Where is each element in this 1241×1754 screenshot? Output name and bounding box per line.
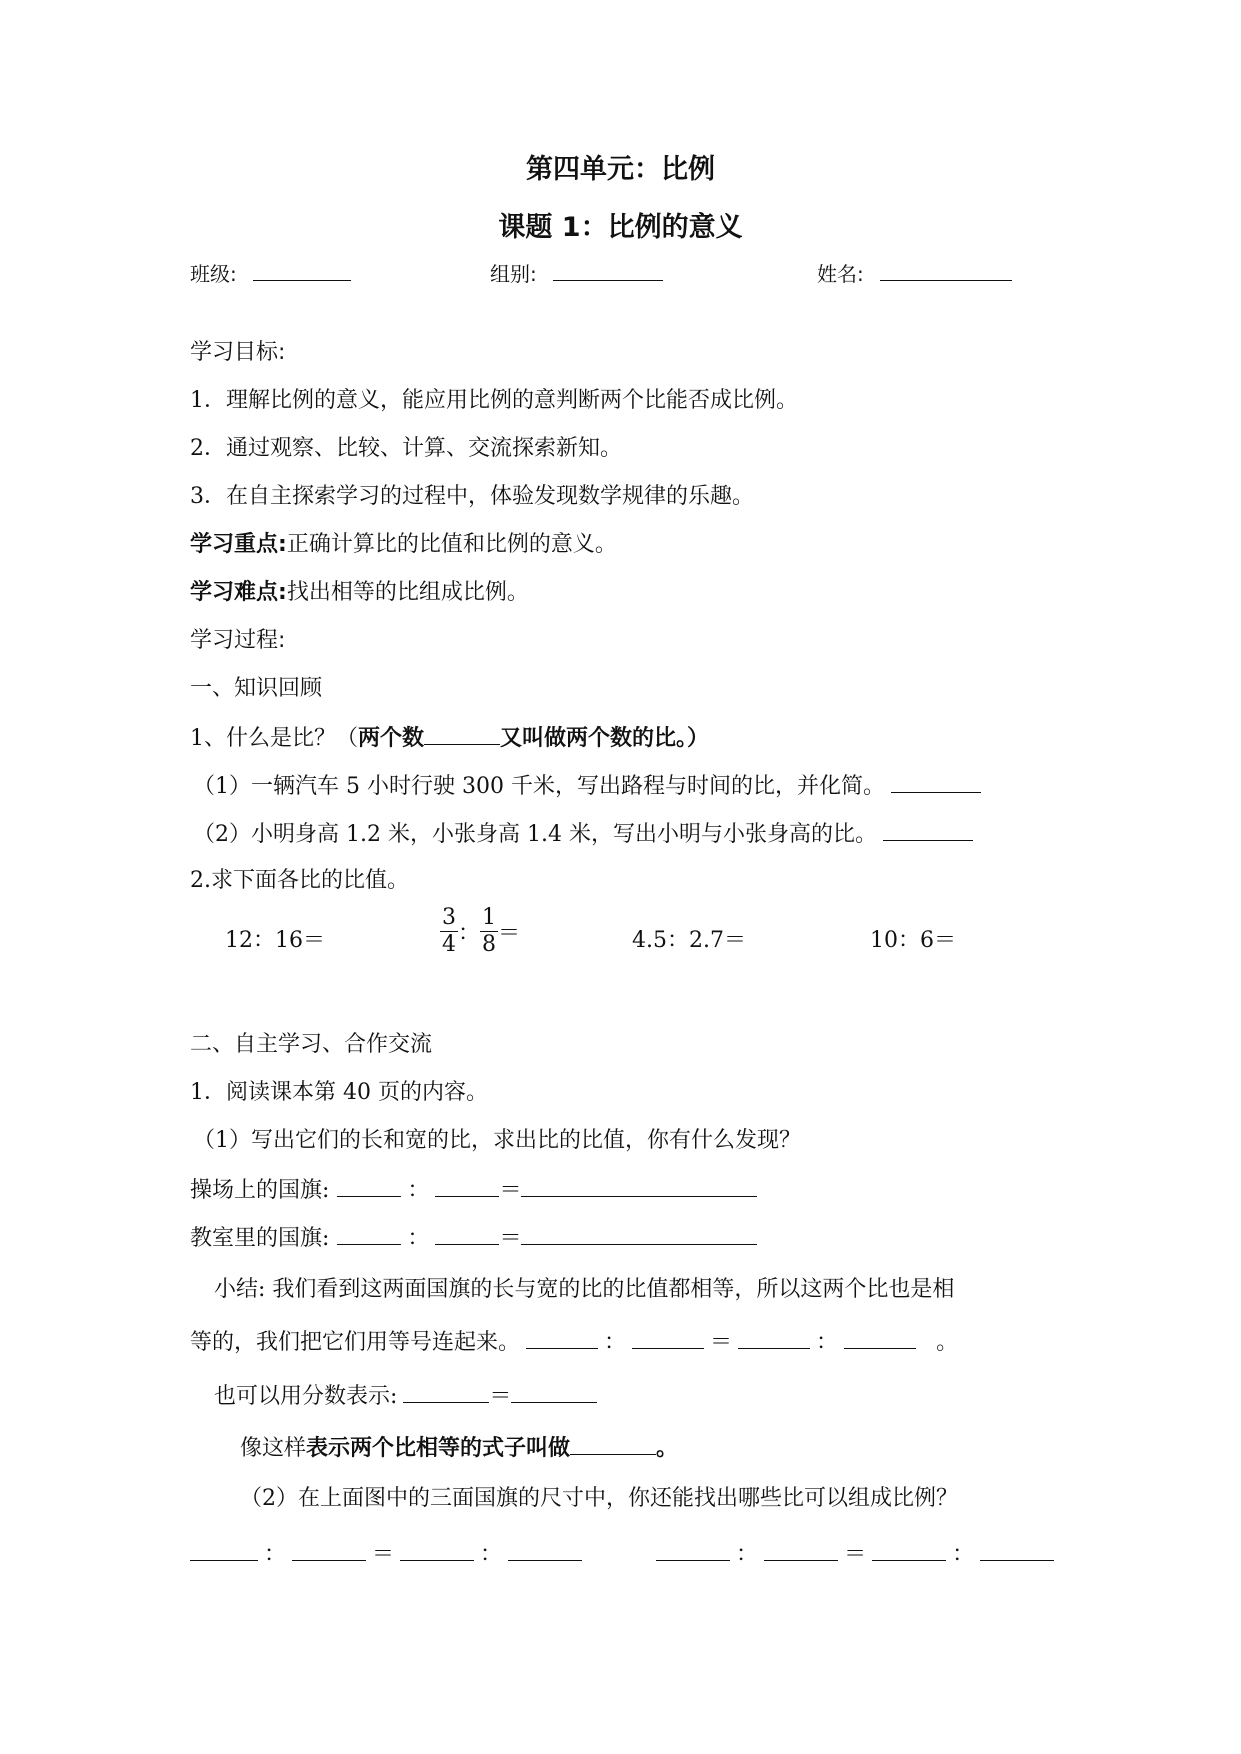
ratio-colon: ： — [458, 921, 481, 946]
q1-bold-b: 又叫做两个数的比。） — [500, 726, 710, 751]
review-q2: 2.求下面各比的比值。 — [190, 868, 409, 893]
prop-colon-3: ： — [736, 1542, 759, 1567]
def-blank[interactable] — [570, 1432, 656, 1455]
ratio-equals: ＝ — [498, 921, 521, 946]
q1b-text: （2）小明身高 1.2 米，小张身高 1.4 米，写出小明与小张身高的比。 — [193, 822, 877, 847]
flag2-colon: ： — [407, 1226, 430, 1251]
class-blank[interactable] — [253, 258, 351, 281]
review-q1b — [193, 818, 973, 850]
ratio-3: 4.5：2.7＝ — [632, 928, 746, 953]
flag2-label: 教室里的国旗: — [190, 1226, 330, 1251]
fraction-blank-b[interactable] — [511, 1380, 597, 1403]
def-prefix: 像这样 — [240, 1436, 307, 1461]
name-blank[interactable] — [880, 258, 1012, 281]
process-heading: 学习过程: — [190, 628, 286, 653]
lesson-title: 课题 1：比例的意义 — [498, 212, 743, 243]
summary-eq: ＝ — [710, 1330, 733, 1355]
difficulty-label: 学习难点: — [190, 580, 287, 605]
objective-1: 1．理解比例的意义，能应用比例的意判断两个比能否成比例。 — [190, 388, 798, 413]
summary-period: 。 — [936, 1330, 959, 1355]
def-end: 。 — [656, 1436, 679, 1461]
objective-3: 3．在自主探索学习的过程中，体验发现数学规律的乐趣。 — [190, 484, 754, 509]
prop-eq-1: ＝ — [372, 1542, 395, 1567]
summary-2-text: 等的，我们把它们用等号连起来。 — [190, 1330, 521, 1355]
ratio-2 — [440, 905, 520, 958]
fraction-3-4 — [440, 905, 458, 958]
fraction-denominator: 4 — [442, 932, 456, 957]
difficulty-row — [190, 578, 529, 608]
prop-eq-2: ＝ — [844, 1542, 867, 1567]
prop-colon-4: ： — [952, 1542, 975, 1567]
fraction-eq: ＝ — [489, 1384, 512, 1409]
objective-2: 2．通过观察、比较、计算、交流探索新知。 — [190, 436, 622, 461]
fraction-numerator: 1 — [482, 905, 497, 930]
def-bold: 表示两个比相等的式子叫做 — [306, 1436, 571, 1461]
name-label: 姓名: — [817, 262, 864, 286]
study-s1-question: （1）写出它们的长和宽的比，求出比的比值，你有什么发现？ — [193, 1128, 801, 1153]
q1-blank[interactable] — [424, 722, 500, 745]
summary-blank-a[interactable] — [526, 1326, 598, 1349]
summary-line-1: 小结: 我们看到这两面国旗的长与宽的比的比值都相等，所以这两个比也是相 — [214, 1277, 955, 1302]
proportion-row — [190, 1538, 1054, 1570]
flag2-blank-b[interactable] — [435, 1222, 499, 1245]
focus-row — [190, 530, 617, 560]
name-row — [817, 258, 1012, 289]
prop-blank-8[interactable] — [980, 1538, 1054, 1561]
study-s2-question: （2）在上面图中的三面国旗的尺寸中，你还能找出哪些比可以组成比例？ — [240, 1486, 958, 1511]
prop-blank-3[interactable] — [400, 1538, 474, 1561]
definition-row — [240, 1432, 678, 1464]
review-q1a — [193, 770, 981, 802]
flag2-blank-c[interactable] — [521, 1222, 757, 1245]
prop-blank-7[interactable] — [872, 1538, 946, 1561]
ratio-1: 12：16＝ — [225, 928, 325, 953]
prop-blank-5[interactable] — [656, 1538, 730, 1561]
summary-blank-b[interactable] — [632, 1326, 704, 1349]
prop-blank-6[interactable] — [764, 1538, 838, 1561]
fraction-numerator: 3 — [442, 905, 456, 930]
q1-prefix: 1、什么是比？（ — [190, 726, 358, 751]
fraction-row — [214, 1380, 597, 1412]
summary-colon-b: ： — [816, 1330, 839, 1355]
focus-label: 学习重点: — [190, 532, 287, 557]
flag1-blank-c[interactable] — [521, 1174, 757, 1197]
prop-colon-1: ： — [264, 1542, 287, 1567]
objectives-heading: 学习目标: — [190, 340, 286, 365]
fraction-1-8 — [480, 905, 498, 958]
review-q1 — [190, 722, 709, 754]
focus-text: 正确计算比的比值和比例的意义。 — [286, 532, 617, 557]
unit-title: 第四单元：比例 — [526, 154, 715, 185]
q1-bold-a: 两个数 — [358, 726, 425, 751]
summary-blank-d[interactable] — [844, 1326, 916, 1349]
flag2-blank-a[interactable] — [337, 1222, 401, 1245]
q1a-text: （1）一辆汽车 5 小时行驶 300 千米，写出路程与时间的比，并化简。 — [193, 774, 885, 799]
q1a-blank[interactable] — [891, 770, 981, 793]
flag1-eq: ＝ — [499, 1178, 522, 1203]
difficulty-text: 找出相等的比组成比例。 — [286, 580, 529, 605]
group-row — [490, 258, 663, 289]
class-label: 班级: — [190, 262, 237, 286]
study-heading: 二、自主学习、合作交流 — [190, 1032, 433, 1057]
info-row — [190, 258, 351, 289]
fraction-denominator: 8 — [482, 932, 497, 957]
fraction-blank-a[interactable] — [403, 1380, 489, 1403]
flag2-row — [190, 1222, 757, 1254]
ratio-4: 10：6＝ — [870, 928, 956, 953]
group-blank[interactable] — [553, 258, 663, 281]
flag1-blank-a[interactable] — [337, 1174, 401, 1197]
prop-blank-2[interactable] — [292, 1538, 366, 1561]
q1b-blank[interactable] — [883, 818, 973, 841]
review-heading: 一、知识回顾 — [190, 676, 323, 701]
prop-colon-2: ： — [480, 1542, 503, 1567]
flag1-row — [190, 1174, 757, 1206]
fraction-text: 也可以用分数表示: — [214, 1384, 398, 1409]
study-s1: 1．阅读课本第 40 页的内容。 — [190, 1080, 488, 1105]
flag1-label: 操场上的国旗: — [190, 1178, 330, 1203]
summary-colon-a: ： — [604, 1330, 627, 1355]
summary-line-2 — [190, 1326, 958, 1358]
flag1-colon: ： — [407, 1178, 430, 1203]
flag1-blank-b[interactable] — [435, 1174, 499, 1197]
prop-blank-4[interactable] — [508, 1538, 582, 1561]
group-label: 组别: — [490, 262, 537, 286]
flag2-eq: ＝ — [499, 1226, 522, 1251]
summary-blank-c[interactable] — [738, 1326, 810, 1349]
prop-blank-1[interactable] — [190, 1538, 258, 1561]
